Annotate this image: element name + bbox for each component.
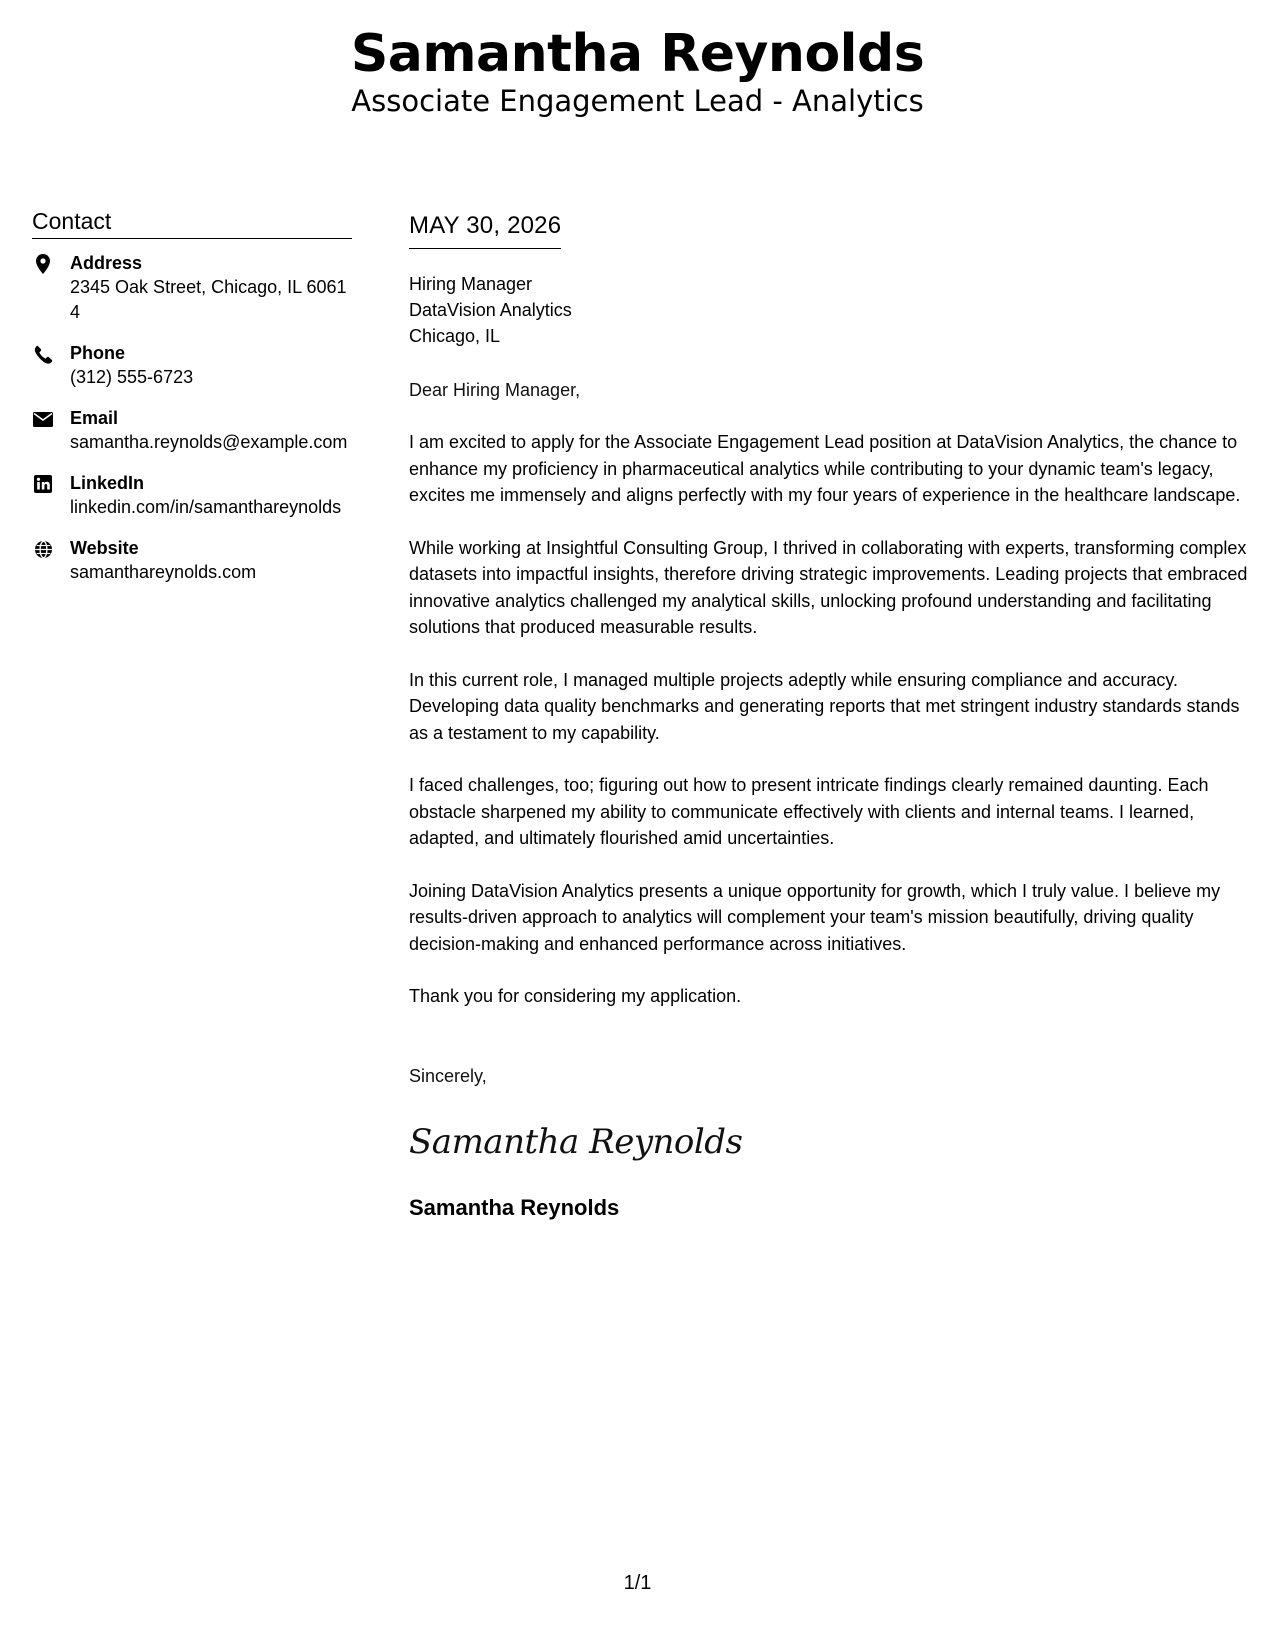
contact-label: Email [70, 408, 119, 428]
globe-icon [32, 538, 54, 560]
resume-header [0, 22, 1275, 120]
contact-value: samantha.reynolds@example.com [70, 432, 348, 452]
handwritten-signature: Samantha Reynolds [409, 1121, 743, 1162]
contact-value: samanthareynolds.com [70, 562, 257, 582]
linkedin-icon [32, 473, 54, 495]
signer-name: Samantha Reynolds [409, 1194, 620, 1220]
recipient-line: Chicago, IL [409, 326, 501, 346]
recipient-block [409, 271, 1249, 349]
recipient-line: DataVision Analytics [409, 300, 572, 320]
map-pin-icon [32, 253, 54, 275]
contact-value: linkedin.com/in/samanthareynolds [70, 497, 342, 517]
contact-label: Phone [70, 343, 126, 363]
letter-date: MAY 30, 2026 [409, 210, 561, 249]
contact-value: (312) 555-6723 [70, 367, 194, 387]
letter-paragraph: I am excited to apply for the Associate Engagement Lead position at DataVision Analytics, the chance to enhance my proficiency in pharmaceutical analytics while contributing to your dynamic team's legacy, excites me immensely and aligns perfectly with my four years of experience in the healthcare landscape. [409, 432, 1241, 505]
contact-item-address [32, 251, 352, 325]
page-number: 1/1 [623, 1572, 652, 1594]
contact-label: Address [70, 253, 143, 273]
letter-paragraph: Thank you for considering my application. [409, 986, 742, 1006]
applicant-name: Samantha Reynolds [350, 24, 925, 84]
contact-heading: Contact [32, 206, 352, 239]
envelope-icon [32, 408, 54, 430]
closing: Sincerely, [409, 1065, 487, 1086]
contact-item-phone [32, 341, 352, 390]
letter-paragraph: I faced challenges, too; figuring out how to present intricate findings clearly remained daunting. Each obstacle sharpened my ability to communicate effectively with clients and internal teams. I learned, adapted, and ultimately flourished amid uncertainties. [409, 775, 1209, 848]
contact-value: 2345 Oak Street, Chicago, IL 60614 [70, 277, 347, 322]
contact-sidebar [32, 206, 352, 601]
recipient-line: Hiring Manager [409, 274, 533, 294]
job-title: Associate Engagement Lead - Analytics [351, 84, 924, 118]
phone-icon [32, 343, 54, 365]
letter-paragraph: While working at Insightful Consulting Group, I thrived in collaborating with experts, transforming complex datasets into impactful insights, therefore driving strategic improvements. Leading projects that embraced innovative analytics challenged my analytical skills, unlocking profound understanding and facilitating solutions that produced measurable results. [409, 537, 1248, 637]
salutation: Dear Hiring Manager, [409, 380, 581, 400]
contact-label: Website [70, 538, 139, 558]
letter-paragraph: In this current role, I managed multiple projects adeptly while ensuring compliance and accuracy. Developing data quality benchmarks and generating reports that met stringent industry standards stands as a testament to my capability. [409, 669, 1240, 743]
letter-body [409, 210, 1249, 1223]
contact-item-website [32, 536, 352, 585]
contact-item-linkedin [32, 471, 352, 520]
contact-label: LinkedIn [70, 473, 145, 493]
letter-paragraph: Joining DataVision Analytics presents a unique opportunity for growth, which I truly value. I believe my results-driven approach to analytics will complement your team's mission beautifully, driving quality decision-making and enhanced performance across initiatives. [409, 880, 1221, 954]
contact-item-email [32, 406, 352, 455]
